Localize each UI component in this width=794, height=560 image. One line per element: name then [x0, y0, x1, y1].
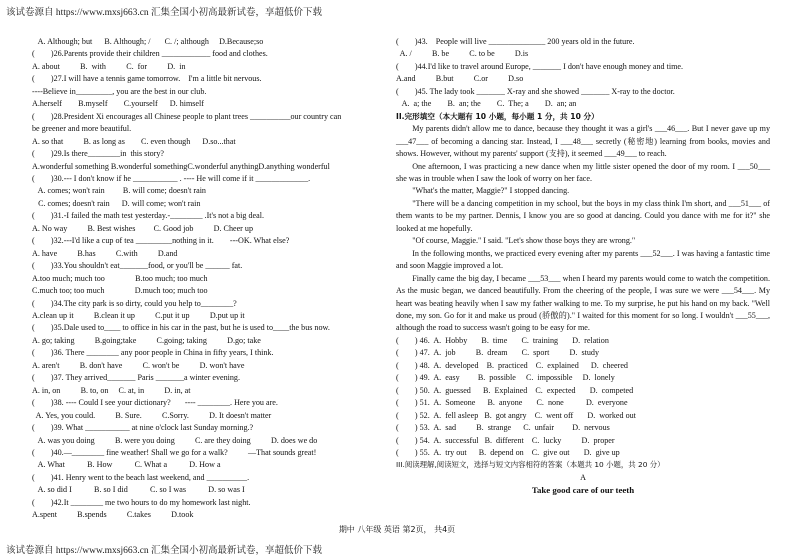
question-line: C.much too; too much D.much too; much too — [32, 286, 208, 296]
question-line: ( )37. They arrived_______ Paris _______a winter evening. — [32, 373, 240, 383]
question-line: ( )45. The lady took _______ X-ray and she showed _______ X-ray to the doctor. — [396, 86, 675, 96]
question-line: A.spent B.spends C.takes D.took — [32, 510, 194, 520]
question-line: A. aren't B. don't have C. won't be D. won't have — [32, 360, 245, 370]
question-line: ( )29.Is there________in this story? — [32, 149, 164, 159]
passage-paragraph: "Of course, Maggie." I said. "Let's show those boys they are wrong." — [412, 236, 636, 246]
question-line: ( )31.-I failed the math test yesterday.-________ .It's not a big deal. — [32, 211, 264, 221]
questions-43-45 — [396, 36, 770, 111]
left-column — [32, 36, 384, 522]
question-line: ( )41. Henry went to the beach last weekend, and __________. — [32, 472, 250, 482]
source-footer: 该试卷源自 https://www.mxsj663.cn 汇集全国小初高最新试卷，享超低价下载 — [6, 546, 323, 556]
passage-a-title: Take good care of our teeth — [531, 485, 635, 496]
question-line: ( )34.The city park is so dirty, could you help to________? — [32, 298, 237, 308]
cloze-option-row: ( ) 46. A. Hobby B. time C. training D. relation — [396, 335, 609, 345]
question-line: A. What B. How C. What a D. How a — [32, 460, 221, 470]
question-line: ( )39. What ___________ at nine o'clock last Sunday morning.? — [32, 423, 254, 433]
section-3-title: III.阅读理解,阅读短文，选择与短文内容相符的答案（本题共 10 小题，共 20 分） — [396, 460, 665, 470]
question-line: A. a; the B. an; the C. The; a D. an; an — [396, 99, 577, 109]
question-line: A.too much; much too B.too much; too much — [32, 273, 208, 283]
question-line: A. in, on B. to, on C. at, in D. in, at — [32, 385, 191, 395]
question-line: ( )42.It ________ me two hours to do my homework last night. — [32, 497, 251, 507]
cloze-option-row: ( ) 54. A. successful B. different C. lucky D. proper — [396, 435, 615, 445]
question-line: ----Believe in_________, you are the best in our club. — [32, 86, 207, 96]
question-line: ( )44.I'd like to travel around Europe, _______ I don't have enough money and time. — [396, 61, 684, 71]
question-line: ( )26.Parents provide their children ____________ food and clothes. — [32, 49, 268, 59]
passage-a-label: A — [580, 472, 586, 482]
section-2-title: II.完形填空（本大题有 10 小题，每小题 1 分，共 10 分） — [396, 111, 599, 121]
question-line: A.wonderful something B.wonderful somethingC.wonderful anythingD.anything wonderful — [32, 161, 330, 171]
question-line: A.herself B.myself C.yourself D. himself — [32, 99, 204, 109]
question-line: ( )43. People will live ______________ 200 years old in the future. — [396, 37, 635, 46]
cloze-option-row: ( ) 50. A. guessed B. Explained C. expected D. competed — [396, 385, 634, 395]
cloze-option-row: ( ) 48. A. developed B. practiced C. explained D. cheered — [396, 360, 628, 370]
cloze-passage — [396, 123, 770, 335]
passage-paragraph: "What's the matter, Maggie?" I stopped dancing. — [412, 186, 570, 196]
question-line: A. Yes, you could. B. Sure. C.Sorry. D. It doesn't matter — [32, 410, 272, 420]
cloze-option-row: ( ) 52. A. fell asleep B. got angry C. went off D. worked out — [396, 410, 636, 420]
question-line: ( )38. ---- Could I see your dictionary? ---- ________. Here you are. — [32, 398, 278, 408]
question-line: ( )36. There ________ any poor people in China in fifty years, I think. — [32, 348, 274, 358]
question-line: A. was you doing B. were you doing C. are they doing D. does we do — [32, 435, 318, 445]
page-footer: 期中 八年级 英语 第2页， 共4页 — [338, 525, 456, 534]
question-line: A.clean up it B.clean it up C.put it up D.put up it — [32, 310, 245, 320]
question-line: A. so did I B. so I did C. so I was D. so was I — [32, 485, 245, 495]
cloze-option-row: ( ) 51. A. Someone B. anyone C. none D. everyone — [396, 398, 628, 408]
question-line: A. go; taking B.going;take C.going; taking D.go; take — [32, 335, 261, 345]
cloze-options — [396, 335, 770, 460]
question-line: ( )32.---I'd like a cup of tea _________nothing in it. ---OK. What else? — [32, 236, 290, 246]
question-line: A. Although; but B. Although; / C. /; although D.Because;so — [32, 37, 264, 46]
question-line: A. No way B. Best wishes C. Good job D. Cheer up — [32, 223, 253, 233]
question-line: A. / B. be C. to be D.is — [396, 49, 529, 59]
question-line: ( )35.Dale used to____ to office in his car in the past, but he is used to____the bus now. — [32, 323, 330, 333]
question-line: A. have B.has C.with D.and — [32, 248, 178, 258]
question-line: A. so that B. as long as C. even though D.so...that — [32, 136, 236, 146]
question-line: A. about B. with C. for D. in — [32, 61, 186, 71]
passage-paragraph: One afternoon, I was practicing a new dance when my little sister opened the door of my room. I ___50___ she was in trouble when I saw the look of worry on her face. — [396, 161, 770, 183]
passage-paragraph: My parents didn't allow me to dance, because they thought it was a girl's ___46___. But I never gave up my ___47___ of becoming a dancing star. Instead, I ___48___ secretly (秘密地) learning from books, movies and shows. However, without my parents' support (支持), it seemed ___49___ to reach. — [396, 124, 770, 159]
question-line: ( )30.--- I don't know if he ___________ . ---- He will come if it _____________. — [32, 173, 311, 183]
question-line: ( )40.—________ fine weather! Shall we go for a walk? —That sounds great! — [32, 447, 317, 457]
question-line: be greener and more beautiful. — [32, 124, 132, 134]
cloze-option-row: ( ) 53. A. sad B. strange C. unfair D. nervous — [396, 423, 610, 433]
question-line: ( )27.I will have a tennis game tomorrow. I'm a little bit nervous. — [32, 74, 262, 84]
source-header: 该试卷源自 https://www.mxsj663.cn 汇集全国小初高最新试卷，享超低价下载 — [6, 8, 323, 18]
question-line: ( )33.You shouldn't eat_______food, or you'll be ______ fat. — [32, 261, 243, 271]
question-line: C. comes; doesn't rain D. will come; won't rain — [32, 198, 201, 208]
cloze-option-row: ( ) 47. A. job B. dream C. sport D. study — [396, 348, 600, 358]
cloze-option-row: ( ) 55. A. try out B. depend on C. give out D. give up — [396, 447, 620, 457]
question-line: A.and B.but C.or D.so — [396, 74, 524, 84]
passage-paragraph: "There will be a dancing competition in my school, but the boys in my class think I'm short, and ___51___ of them wants to be my partner. Dennis, I know you are so good at dancing. Could you dance with me for it?" she looked at me hopefully. — [396, 198, 770, 233]
passage-paragraph: In the following months, we practiced every evening after my parents ___52___. I was having a fantastic time and soon Maggie improved a lot. — [396, 248, 770, 271]
question-line: ( )28.President Xi encourages all Chinese people to plant trees __________our country can — [32, 111, 342, 121]
question-line: A. comes; won't rain B. will come; doesn't rain — [32, 186, 206, 196]
right-column — [396, 36, 770, 497]
passage-paragraph: Finally came the big day, I became ___53___ when I heard my parents would come to watch the competition. As the music began, we danced beautifully. From the cheering of the people, I was sure we were ___54___. My heart was beating heavily when I saw my father walking to me. To my surprise, he put his hand on my back. "Well done, my son. Go for it and make us proud (骄傲的)." I waited for this moment for so long. I wouldn't ___55___, although the road to success wasn't going to be easy for me. — [396, 273, 770, 333]
cloze-option-row: ( ) 49. A. easy B. possible C. impossible D. lonely — [396, 373, 615, 383]
